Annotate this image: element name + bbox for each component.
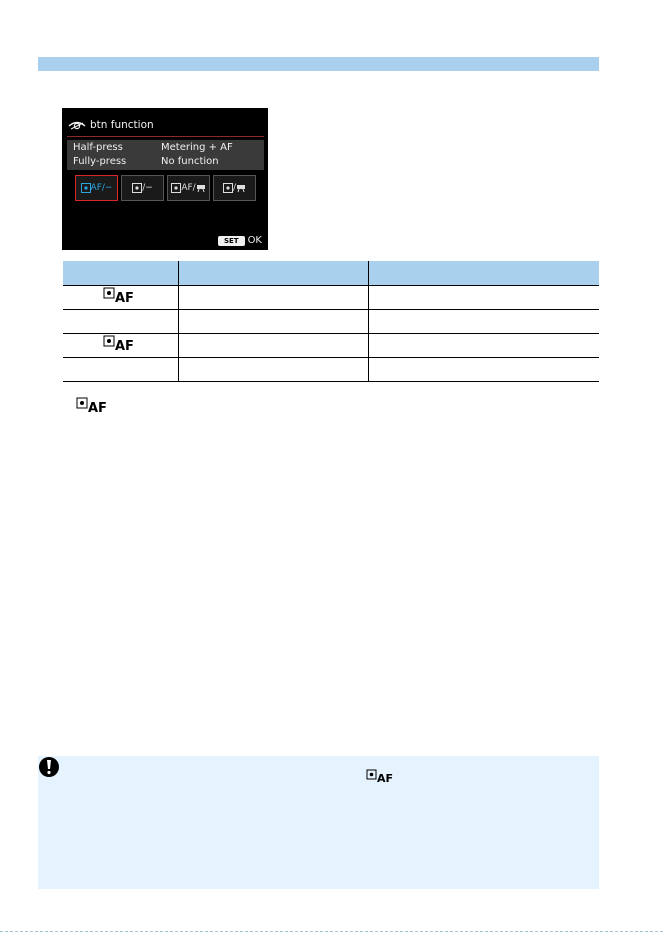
info-row-value: Metering + AF [161,142,233,153]
camera-menu-title: btn function [90,119,154,131]
svg-text:AF: AF [115,339,135,351]
table-cell [368,333,599,357]
set-badge: SET [218,236,245,246]
caution-panel [38,756,599,889]
option-metering[interactable] [121,175,164,201]
movie-icon [236,183,246,193]
table-cell [63,333,178,357]
camera-option-row [75,175,256,201]
info-row-half-press [73,142,233,153]
table-header-cell [368,261,599,285]
svg-text:AF: AF [377,772,394,783]
table-cell [178,285,368,309]
set-ok-button[interactable] [218,235,262,246]
svg-text:AF: AF [88,401,107,413]
table-cell [178,333,368,357]
option-label: AF/ [181,183,196,193]
table-row [63,285,599,309]
metering-icon [81,183,91,193]
option-metering-af[interactable] [75,175,118,201]
option-metering-movie[interactable] [213,175,256,201]
metering-icon [223,183,233,193]
table-cell [368,357,599,381]
table-header-cell [178,261,368,285]
table-cell [368,309,599,333]
metering-af-icon [103,287,137,303]
info-row-value: No function [161,156,219,167]
table-header-row [63,261,599,285]
table-cell [178,357,368,381]
option-label: / [232,183,237,193]
table-cell [63,357,178,381]
info-row-label: Fully-press [73,156,127,167]
camera-menu-title-divider [67,136,264,137]
table-row [63,309,599,333]
metering-icon [171,183,181,193]
metering-icon [132,183,142,193]
table-row [63,333,599,357]
table-header-cell [63,261,178,285]
info-row-fully-press [73,156,219,167]
section-header-bar [38,57,599,71]
caution-icon [38,756,60,778]
metering-af-icon [366,769,394,783]
svg-text:AF: AF [115,291,135,303]
info-row-label: Half-press [73,142,123,153]
table-row [63,357,599,381]
metering-af-icon [103,335,137,351]
eye-button-icon [68,116,86,135]
table-cell [63,285,178,309]
metering-af-icon [76,397,112,413]
movie-icon [196,183,206,193]
table-cell [178,309,368,333]
table-cell [63,309,178,333]
camera-menu-screen [62,108,268,250]
options-table [63,261,599,382]
option-metering-af-movie[interactable] [167,175,210,201]
camera-menu-info-panel [67,140,264,170]
ok-label: OK [247,235,262,246]
option-label: /− [142,183,153,193]
table-cell [368,285,599,309]
option-label: AF/− [90,183,113,193]
camera-menu-title-row [68,117,154,133]
